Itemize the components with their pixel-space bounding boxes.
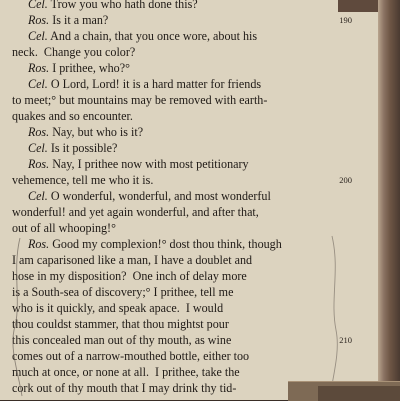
line-content <box>28 76 261 92</box>
speech-text: cork out of thy mouth that I may drink thy tid- <box>12 381 237 395</box>
text-line <box>0 12 378 28</box>
line-content <box>12 284 233 300</box>
speech-text: O wonderful, wonderful, and most wonderful <box>47 189 271 203</box>
line-content <box>12 300 223 316</box>
speaker-name: Cel. <box>28 141 48 155</box>
text-line <box>0 300 378 316</box>
line-content <box>12 172 153 188</box>
speech-text: quakes and so encounter. <box>12 109 133 123</box>
line-number: 210 <box>339 335 352 345</box>
text-line <box>0 348 378 364</box>
speaker-name: Cel. <box>28 0 48 11</box>
text-line <box>0 28 378 44</box>
text-line <box>0 364 378 380</box>
line-content <box>28 124 143 140</box>
top-page-edge <box>338 0 378 12</box>
text-line <box>0 76 378 92</box>
speaker-name: Ros. <box>28 157 50 171</box>
speech-text: much at once, or none at all. I prithee, take the <box>12 365 240 379</box>
speech-text: wonderful! and yet again wonderful, and after that, <box>12 205 259 219</box>
line-content <box>12 348 249 364</box>
text-line <box>0 332 378 348</box>
text-line <box>0 156 378 172</box>
line-content <box>28 28 257 44</box>
line-content <box>12 252 252 268</box>
bottom-object <box>288 381 400 401</box>
text-line <box>0 284 378 300</box>
line-number: 190 <box>339 15 352 25</box>
text-line <box>0 92 378 108</box>
text-line <box>0 60 378 76</box>
speech-text: Nay, I prithee now with most petitionary <box>49 157 249 171</box>
speaker-name: Ros. <box>28 61 50 75</box>
line-content <box>12 44 135 60</box>
line-content <box>28 156 249 172</box>
speaker-name: Cel. <box>28 77 48 91</box>
line-content <box>12 380 236 396</box>
text-line <box>0 268 378 284</box>
text-line <box>0 44 378 60</box>
text-line <box>0 220 378 236</box>
line-content <box>28 12 108 28</box>
speech-text: I am caparisoned like a man, I have a doublet and <box>12 253 253 267</box>
speaker-name: Ros. <box>28 125 50 139</box>
text-line <box>0 204 378 220</box>
speech-text: who is it quickly, and speak apace. I would <box>12 301 224 315</box>
speech-text: hose in my disposition? One inch of delay more <box>12 269 247 283</box>
speech-text: I prithee, who?° <box>49 61 130 75</box>
text-line <box>0 140 378 156</box>
line-number: 200 <box>339 175 352 185</box>
text-line <box>0 124 378 140</box>
speech-text: And a chain, that you once wore, about his <box>47 29 258 43</box>
speech-text: out of all whooping!° <box>12 221 116 235</box>
text-line <box>0 236 378 252</box>
speech-text: to meet;° but mountains may be removed with earth- <box>12 93 268 107</box>
speaker-name: Ros. <box>28 237 50 251</box>
text-line <box>0 252 378 268</box>
speech-text: Trow you who hath done this? <box>47 0 198 11</box>
speech-text: Is it a man? <box>49 13 109 27</box>
speech-text: Good my complexion!° dost thou think, though <box>49 237 282 251</box>
line-content <box>12 108 133 124</box>
line-content <box>12 268 247 284</box>
speech-text: Is it possible? <box>47 141 118 155</box>
line-content <box>28 188 271 204</box>
speech-text: this concealed man out of thy mouth, as wine <box>12 333 232 347</box>
line-content <box>12 220 116 236</box>
line-content <box>28 236 282 252</box>
speech-text: comes out of a narrow-mouthed bottle, either too <box>12 349 250 363</box>
line-content <box>28 60 130 76</box>
text-line <box>0 316 378 332</box>
speaker-name: Ros. <box>28 13 50 27</box>
speech-text: thou couldst stammer, that thou mightst pour <box>12 317 229 331</box>
speech-text: neck. Change you color? <box>12 45 136 59</box>
line-content <box>28 0 198 12</box>
speech-text: vehemence, tell me who it is. <box>12 173 154 187</box>
speaker-name: Cel. <box>28 29 48 43</box>
text-line <box>0 188 378 204</box>
line-content <box>12 92 267 108</box>
line-content <box>12 332 231 348</box>
speech-text: Nay, but who is it? <box>49 125 144 139</box>
speaker-name: Cel. <box>28 189 48 203</box>
speech-text: is a South-sea of discovery;° I prithee, tell me <box>12 285 234 299</box>
text-line <box>0 0 378 12</box>
line-content <box>12 316 229 332</box>
line-content <box>12 204 259 220</box>
text-line <box>0 172 378 188</box>
line-content <box>12 364 240 380</box>
book-fore-edge <box>378 0 400 400</box>
text-line <box>0 108 378 124</box>
line-content <box>28 140 117 156</box>
speech-text: O Lord, Lord! it is a hard matter for friends <box>47 77 262 91</box>
